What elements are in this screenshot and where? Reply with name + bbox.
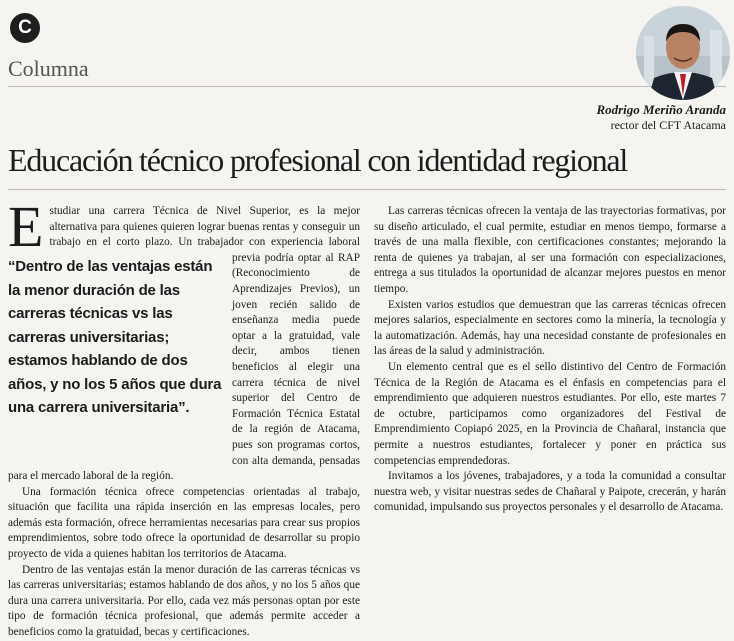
article-headline: Educación técnico profesional con identidad regional	[8, 142, 628, 178]
pull-quote: “Dentro de las ventajas están la menor duración de las carreras técnicas vs las carreras universitarias; estamos hablando de dos años, y no los 5 años que dura una carrera universitaria”.	[8, 258, 222, 416]
paragraph-6: Un elemento central que es el sello distintivo del Centro de Formación Técnica de la Región de Atacama es el énfasis en competencias para el emprendimiento que adquieren nuestros estudiantes. Por ello, este martes 7 de octubre, participamos como organizadores del Festival de Emprendimiento Copiapó 2025, en la Provincia de Chañaral, instancia que permite a nuestros estudiantes, fortalecer y poner en práctica sus competencias emprendedoras.	[374, 360, 726, 467]
section-badge: C	[10, 13, 40, 43]
author-photo	[636, 6, 730, 100]
paragraph-2: Una formación técnica ofrece competencias orientadas al trabajo, situación que facilita una rápida inserción en las empresas locales, pero además esta formación, ofrece herramientas necesarias para crear sus propios emprendimientos, sobre todo ofrece la oportunidad de desarrollar su propio proyecto de vida a quienes habitan los territorios de Atacama.	[8, 485, 360, 561]
paragraph-1: studiar una carrera Técnica de Nivel Superior, es la mejor alternativa para quienes quieren lograr buenas rentas y conseguir un trabajo en el corto plazo. Un trabajador con experiencia laboral previa podría optar al RAP (Reconocimiento de Aprendizajes Previos), un joven recién salido de enseñanza media puede optar a la gratuidad, vale decir, ambos tienen beneficios al elegir una carrera técnica de nivel superior del Centro de Formación Técnica Estatal de la región de Atacama, pues son programas cortos, con alta demanda, pensadas para el mercado laboral de la región.	[8, 205, 360, 483]
article-column-right	[374, 204, 726, 516]
paragraph-3: Dentro de las ventajas están la menor duración de las carreras técnicas vs las carreras universitarias; estamos hablando de dos años, y no los 5 años que dura una carrera universitaria. Por ello, cada vez más personas optan por este tipo de formación técnica profesional, que además permite acceder a beneficios como la gratuidad, becas y certificaciones.	[8, 563, 360, 639]
author-name: Rodrigo Meriño Aranda	[596, 102, 726, 117]
header-divider	[8, 86, 726, 87]
author-byline	[596, 102, 726, 133]
headline-divider	[8, 189, 726, 190]
author-role: rector del CFT Atacama	[610, 118, 726, 132]
paragraph-7: Invitamos a los jóvenes, trabajadores, y a toda la comunidad a consultar nuestra web, y visitar nuestras sedes de Chañaral y Paipote, crecerán, y harán comunidad, impulsando sus proyectos personales y el desarrollo de Atacama.	[374, 470, 726, 514]
section-label: Columna	[8, 56, 89, 81]
paragraph-4: Las carreras técnicas ofrecen la ventaja de las trayectorias formativas, por su diseño articulado, el cual permite, estudiar en menos tiempo, formarse a través de una malla flexible, con certificaciones constantes; mejorando la renta de quienes ya trabajan, al ser una formación con especializaciones, entrega a sus titulados la oportunidad de alcanzar mejores puestos en menor tiempo.	[374, 205, 726, 295]
paragraph-5: Existen varios estudios que demuestran que las carreras técnicas ofrecen mejores salarios, especialmente en sectores como la minería, la tecnología y la automatización. Además, hay una necesidad constante de profesionales en las áreas de la salud y administración.	[374, 298, 726, 358]
drop-cap: E	[8, 194, 44, 259]
article-column-left	[8, 194, 360, 641]
